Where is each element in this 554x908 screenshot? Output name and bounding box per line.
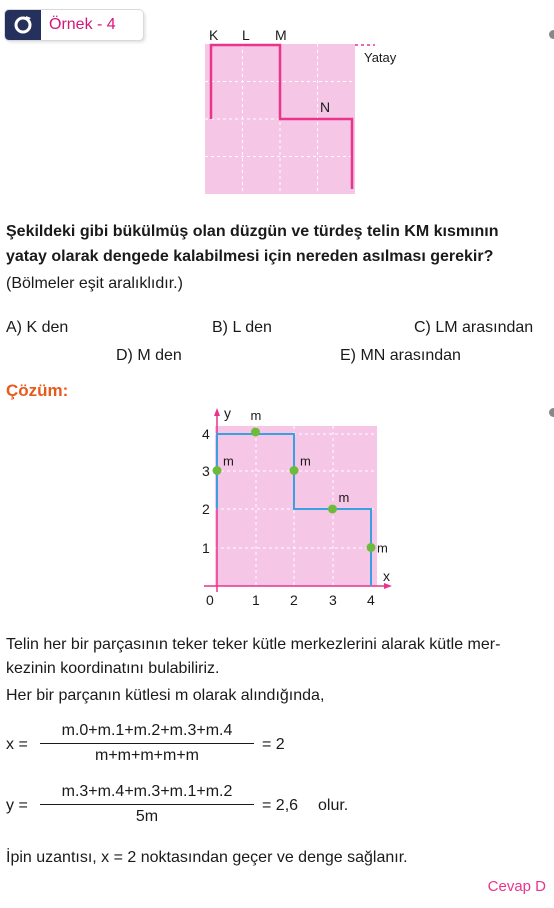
- option-b[interactable]: B) L den: [212, 319, 272, 336]
- question-line-1: Şekildeki gibi bükülmüş olan düzgün ve türdeş telin KM kısmının: [6, 223, 499, 240]
- option-c[interactable]: C) LM arasından: [414, 319, 534, 336]
- mass-label-4: m: [338, 490, 350, 505]
- eq-x-result: = 2: [262, 736, 285, 753]
- solution-coordinate-graph: [190, 402, 405, 612]
- solution-text-2: Her bir parçanın kütlesi m olarak alındığında,: [6, 687, 325, 704]
- mass-label-3: m: [300, 453, 311, 469]
- example-label: Örnek - 4: [49, 16, 116, 33]
- x-tick-3: 3: [329, 592, 337, 608]
- eq-x-fraction-line: [40, 743, 254, 744]
- eq-x-numerator: m.0+m.1+m.2+m.3+m.4: [61, 722, 233, 739]
- eq-y-lhs: y =: [6, 797, 28, 814]
- solution-text-1b: kezinin koordinatını bulabiliriz.: [6, 660, 220, 677]
- eq-y-numerator: m.3+m.4+m.3+m.1+m.2: [61, 783, 233, 800]
- mass-point-3: [290, 466, 299, 475]
- graph-background: [215, 426, 377, 586]
- eq-y-result: = 2,6: [262, 797, 299, 814]
- page-edge-marker-2: [549, 408, 554, 417]
- mass-point-2: [251, 428, 260, 437]
- eq-y-denominator: 5m: [135, 808, 159, 825]
- eq-y-suffix: olur.: [318, 797, 349, 814]
- label-k: K: [209, 27, 219, 43]
- y-axis-label: y: [224, 405, 231, 421]
- answer-label: Cevap D: [487, 878, 546, 895]
- mass-label-1: m: [223, 453, 234, 469]
- mass-point-4: [328, 505, 337, 514]
- page-edge-marker: [549, 30, 554, 39]
- question-note: (Bölmeler eşit aralıklıdır.): [6, 275, 183, 292]
- conclusion-text: İpin uzantısı, x = 2 noktasından geçer ve denge sağlanır.: [6, 849, 408, 866]
- mass-point-5: [367, 543, 376, 552]
- mass-label-5: m: [377, 540, 388, 556]
- origin-label: 0: [206, 592, 214, 608]
- y-tick-4: 4: [202, 426, 210, 442]
- bent-wire-figure: [195, 24, 410, 196]
- mass-point-1: [213, 466, 222, 475]
- option-e[interactable]: E) MN arasından: [340, 347, 461, 364]
- eq-x-denominator: m+m+m+m+m: [94, 747, 199, 764]
- label-n: N: [320, 99, 331, 115]
- eq-x-lhs: x =: [6, 736, 28, 753]
- eq-x-fraction: [40, 722, 254, 765]
- x-tick-4: 4: [367, 592, 375, 608]
- x-axis-label: x: [383, 568, 390, 584]
- x-tick-2: 2: [290, 592, 298, 608]
- question-line-2: yatay olarak dengede kalabilmesi için nereden asılması gerekir?: [6, 248, 494, 265]
- eq-y-fraction: [40, 783, 254, 826]
- eq-y-fraction-line: [40, 804, 254, 805]
- circle-arrow-icon: [5, 10, 41, 40]
- mass-label-2: m: [250, 408, 262, 423]
- label-l: L: [242, 27, 250, 43]
- option-a[interactable]: A) K den: [6, 319, 69, 336]
- option-d[interactable]: D) M den: [116, 347, 182, 364]
- example-icon-box: [5, 10, 41, 40]
- horizontal-label: Yatay: [364, 50, 397, 65]
- y-tick-1: 1: [202, 540, 210, 556]
- x-tick-1: 1: [252, 592, 260, 608]
- label-m: M: [275, 27, 287, 43]
- example-badge: [5, 10, 143, 40]
- y-tick-3: 3: [202, 463, 210, 479]
- solution-heading: Çözüm:: [6, 381, 69, 400]
- y-tick-2: 2: [202, 501, 210, 517]
- y-axis-arrow-icon: [214, 408, 220, 416]
- solution-text-1a: Telin her bir parçasının teker teker kütle merkezlerini alarak kütle mer-: [6, 636, 501, 653]
